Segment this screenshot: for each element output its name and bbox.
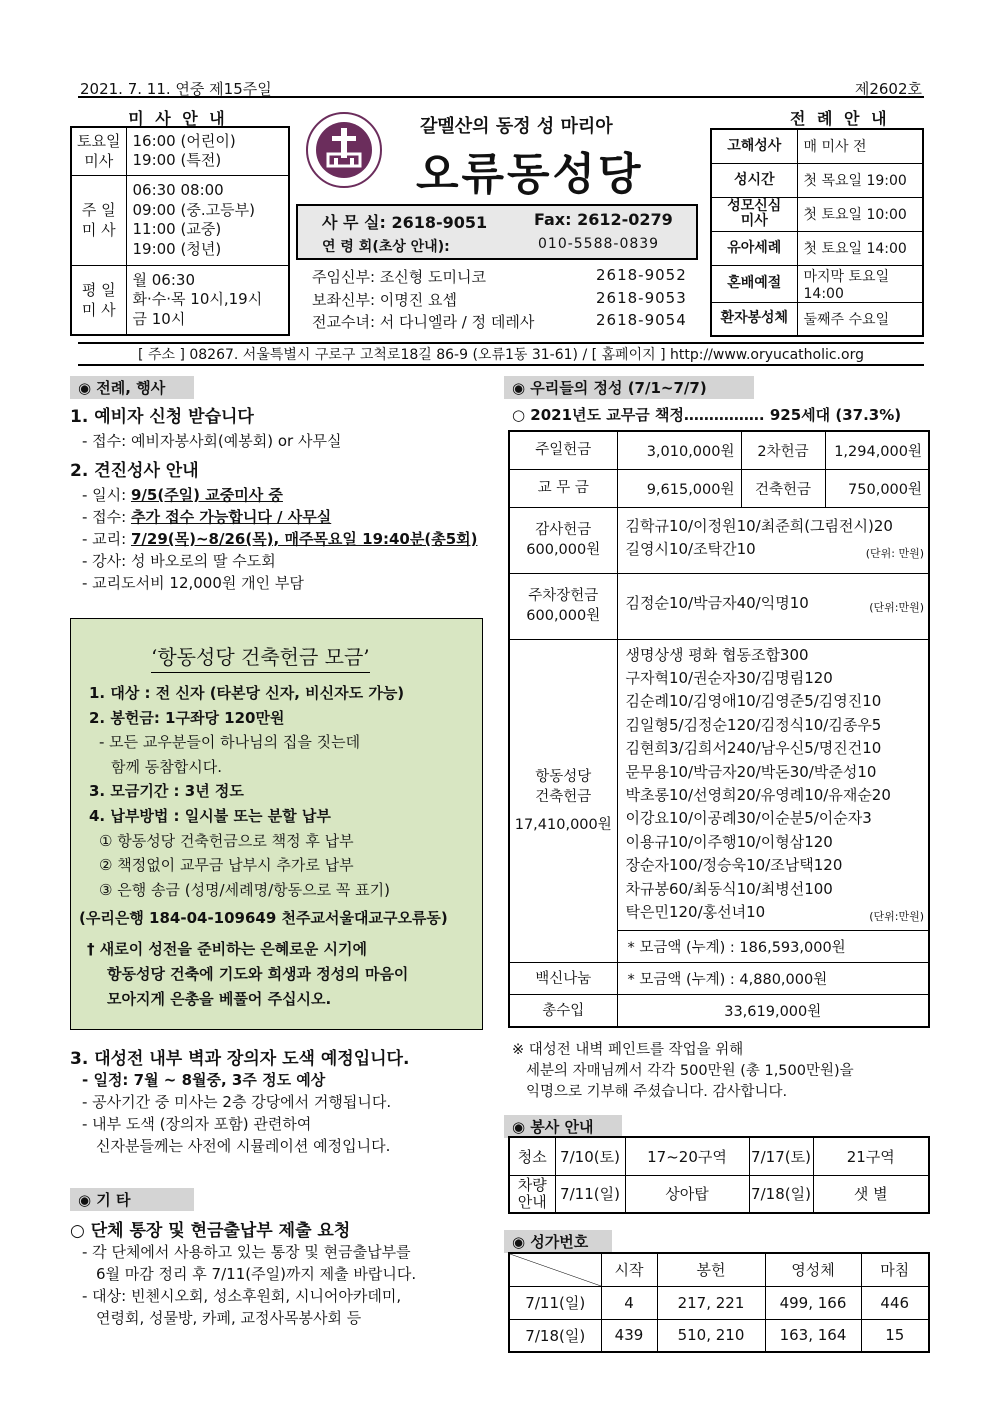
- prayer-note: † 새로이 성전을 준비하는 은혜로운 시기에 항동성당 건축에 기도와 희생과 정성의 마음이 모아지게 은총을 베풀어 주십시오.: [87, 940, 409, 1008]
- hangdong-label: 항동성당 건축헌금 17,410,000원: [509, 639, 617, 963]
- clergy-row: 주임신부: 조신형 도미니코 2618-9052: [312, 266, 687, 286]
- council-label: 연 령 회(초상 안내):: [322, 239, 450, 255]
- church-subtitle: 갈멜산의 동정 성 마리아: [420, 116, 613, 137]
- item-title: 2. 견진성사 안내: [70, 461, 199, 481]
- offering-table: 주일헌금 3,010,000원 2차헌금 1,294,000원 교 무 금 9,615,000원 건축헌금 750,000원 감사헌금 600,000원 김학규10/이정원10/최준희(그림전시)20 길영시10/조탁간10 (단위: 만원) 주차장헌금 600,000원 김정순10/박금자40/익명10 (단위:만원) 항동성당 건축헌금 17,410,000원 생명상생 평화 협동조합300 구자혁10/권순자30/김명림120 김순례10/김영애10/김영준5/김영진10 김일형5/김정순120/김정식10/김종우5 김현희3/김희서240/남우신5/명진건10 문무용10/박금자20/박돈30/박준성10 박초롱10/선영희20/유영례10/유재순20 이강요10/이공례30/이순분5/이순자3 이용규10/이주행10/이형삼120 장순자100/정승욱10/조남택120 차규봉60/최동식10/최병선100 탁은민120/홍선녀10 (단위:만원) * 모금액 (누계) : 186,593,000원 백신나눔 * 모금액 (누계) : 4,880,000원 총수입 33,619,000원: [508, 430, 930, 1028]
- section-header: ◉ 기 타: [70, 1188, 194, 1211]
- clergy-list: [312, 266, 700, 334]
- section-other: [70, 1216, 490, 1329]
- parking-names: 김정순10/박금자40/익명10 (단위:만원): [617, 573, 929, 639]
- clergy-row: 보좌신부: 이명진 요셉 2618-9053: [312, 288, 687, 309]
- section-liturgy-events: [70, 404, 490, 594]
- hangdong-names: 생명상생 평화 협동조합300 구자혁10/권순자30/김명림120 김순례10/김영애10/김영준5/김영진10 김일형5/김정순120/김정식10/김종우5 김현희3/김희서240/남우신5/명진건10 문무용10/박금자20/박돈30/박준성10 박초롱10/선영희20/유영례10/유재순20 이강요10/이공례30/이순분5/이순자3 이용규10/이주행10/이형삼120 장순자100/정승욱10/조남택120 차규봉60/최동식10/최병선100 탁은민120/홍선녀10 (단위:만원): [617, 639, 929, 931]
- vaccine-total: * 모금액 (누계) : 4,880,000원: [617, 963, 929, 995]
- item-line: 연령회, 성물방, 카페, 교정사목봉사회 등: [96, 1309, 362, 1327]
- item-line: - 일정: 7월 ~ 8월중, 3주 정도 예상: [82, 1071, 326, 1089]
- item-line: - 강사: 성 바오로의 딸 수도회: [82, 552, 276, 570]
- office-box: [296, 204, 698, 260]
- total-income: 33,619,000원: [617, 995, 929, 1027]
- item-line: - 공사기간 중 미사는 2층 강당에서 거행됩니다.: [82, 1093, 392, 1111]
- section-header: ◉ 우리들의 정성 (7/1~7/7): [504, 376, 754, 399]
- mass-label: 토요일 미사: [71, 127, 126, 175]
- section-painting: [70, 1044, 490, 1157]
- section-header: ◉ 봉사 안내: [504, 1115, 622, 1138]
- address-bar: [ 주소 ] 08267. 서울특별시 구로구 고척로18길 86-9 (오류1동 31-61) / [ 홈페이지 ] http://www.oryucatholic.org: [78, 342, 924, 366]
- section-header: ◉ 성가번호: [504, 1230, 612, 1253]
- item-line: 신자분들께는 사전에 시뮬레이션 예정입니다.: [96, 1137, 391, 1155]
- service-table: 청소 7/10(토) 17~20구역 7/17(토) 21구역 차량 안내 7/11(일) 상아탑 7/18(일) 샛 별: [508, 1136, 930, 1214]
- item-line: - 교리: 7/29(목)~8/26(목), 매주목요일 19:40분(총5회): [82, 530, 478, 548]
- hymn-table: 시작 봉헌 영성체 마침 7/11(일) 4 217, 221 499, 166 446 7/18(일) 439 510, 210 163, 164 15: [508, 1252, 930, 1353]
- budget-line: ○ 2021년도 교무금 책정……………. 925세대 (37.3%): [512, 406, 902, 424]
- item-line: - 대상: 빈첸시오회, 성소후원회, 시니어아카데미,: [82, 1287, 402, 1305]
- parking-label: 주차장헌금 600,000원: [509, 573, 617, 639]
- item-line: - 접수: 추가 접수 가능합니다 / 사무실: [82, 508, 332, 526]
- liturgy-table: 고해성사 매 미사 전 성시간 첫 목요일 19:00 성모신심 미사 첫 토요일 10:00 유아세례 첫 토요일 14:00 혼배예절 마지막 토요일 14:00 환자봉성체 둘째주 수요일: [710, 128, 924, 337]
- hangdong-total: * 모금액 (누계) : 186,593,000원: [617, 931, 929, 963]
- donation-note: ※ 대성전 내벽 페인트를 작업을 위해 세분의 자매님께서 각각 500만원 (총 1,500만원)을 익명으로 기부해 주셨습니다. 감사합니다.: [512, 1042, 854, 1100]
- bank-account: (우리은행 184-04-109649 천주교서울대교구오류동): [79, 909, 448, 927]
- mass-label: 평 일 미 사: [71, 265, 126, 335]
- section-header: ◉ 전례, 행사: [70, 376, 194, 399]
- item-title: 1. 예비자 신청 받습니다: [70, 407, 254, 427]
- date-line: 2021. 7. 11. 연중 제15주일: [80, 80, 272, 98]
- item-line: - 일시: 9/5(주일) 교중미사 중: [82, 486, 283, 504]
- item-line: 6월 마감 정리 후 7/11(주일)까지 제출 바랍니다.: [96, 1265, 417, 1283]
- item-line: - 접수: 예비자봉사회(예봉회) or 사무실: [82, 432, 342, 450]
- box-lines: 1. 대상 : 전 신자 (타본당 신자, 비신자도 가능) 2. 봉헌금: 1구좌당 120만원 - 모든 교우분들이 하나님의 집을 짓는데 함께 동참합시다. 3. 모금기간 : 3년 정도 4. 납부방법 : 일시불 또는 분할 납부 ① 항동성당 건축헌금으로 책정 후 납부 ② 책정없이 교무금 납부시 추가로 납부 ③ 은행 송금 (성명/세례명/항동으로 꼭 표기): [89, 684, 405, 899]
- liturgy-title: 전 례 안 내: [790, 109, 890, 128]
- item-title: ○ 단체 통장 및 현금출납부 제출 요청: [70, 1221, 351, 1241]
- church-name: 오류동성당: [416, 149, 644, 200]
- box-title: ‘항동성당 건축헌금 모금’: [151, 641, 370, 673]
- fax-number: Fax: 2612-0279: [534, 210, 673, 229]
- church-logo: [304, 110, 406, 190]
- mass-info-title: 미 사 안 내: [128, 109, 228, 128]
- issue-number: 제2602호: [854, 80, 922, 98]
- building-fund-box: [70, 618, 483, 1030]
- council-phone: 010-5588-0839: [538, 236, 660, 252]
- item-line: - 내부 도색 (장의자 포함) 관련하여: [82, 1115, 312, 1133]
- clergy-row: 전교수녀: 서 다니엘라 / 정 데레사 2618-9054: [312, 311, 687, 331]
- item-line: - 교리도서비 12,000원 개인 부담: [82, 574, 304, 592]
- mass-times: 16:00 (어린이) 19:00 (특전): [126, 127, 289, 175]
- mass-label: 주 일 미 사: [71, 175, 126, 265]
- thanks-label: 감사헌금 600,000원: [509, 507, 617, 573]
- mass-table: [70, 126, 290, 336]
- mass-times: 월 06:30 화·수·목 10시,19시 금 10시: [126, 265, 289, 335]
- header-line: [78, 78, 924, 98]
- mass-times: 06:30 08:00 09:00 (중.고등부) 11:00 (교중) 19:00 (청년): [126, 175, 289, 265]
- office-phone: 사 무 실: 2618-9051: [322, 213, 488, 232]
- item-line: - 각 단체에서 사용하고 있는 통장 및 현금출납부를: [82, 1243, 411, 1261]
- thanks-names: 김학규10/이정원10/최준희(그림전시)20 길영시10/조탁간10 (단위: 만원): [617, 507, 929, 573]
- item-title: 3. 대성전 내부 벽과 장의자 도색 예정입니다.: [70, 1049, 410, 1069]
